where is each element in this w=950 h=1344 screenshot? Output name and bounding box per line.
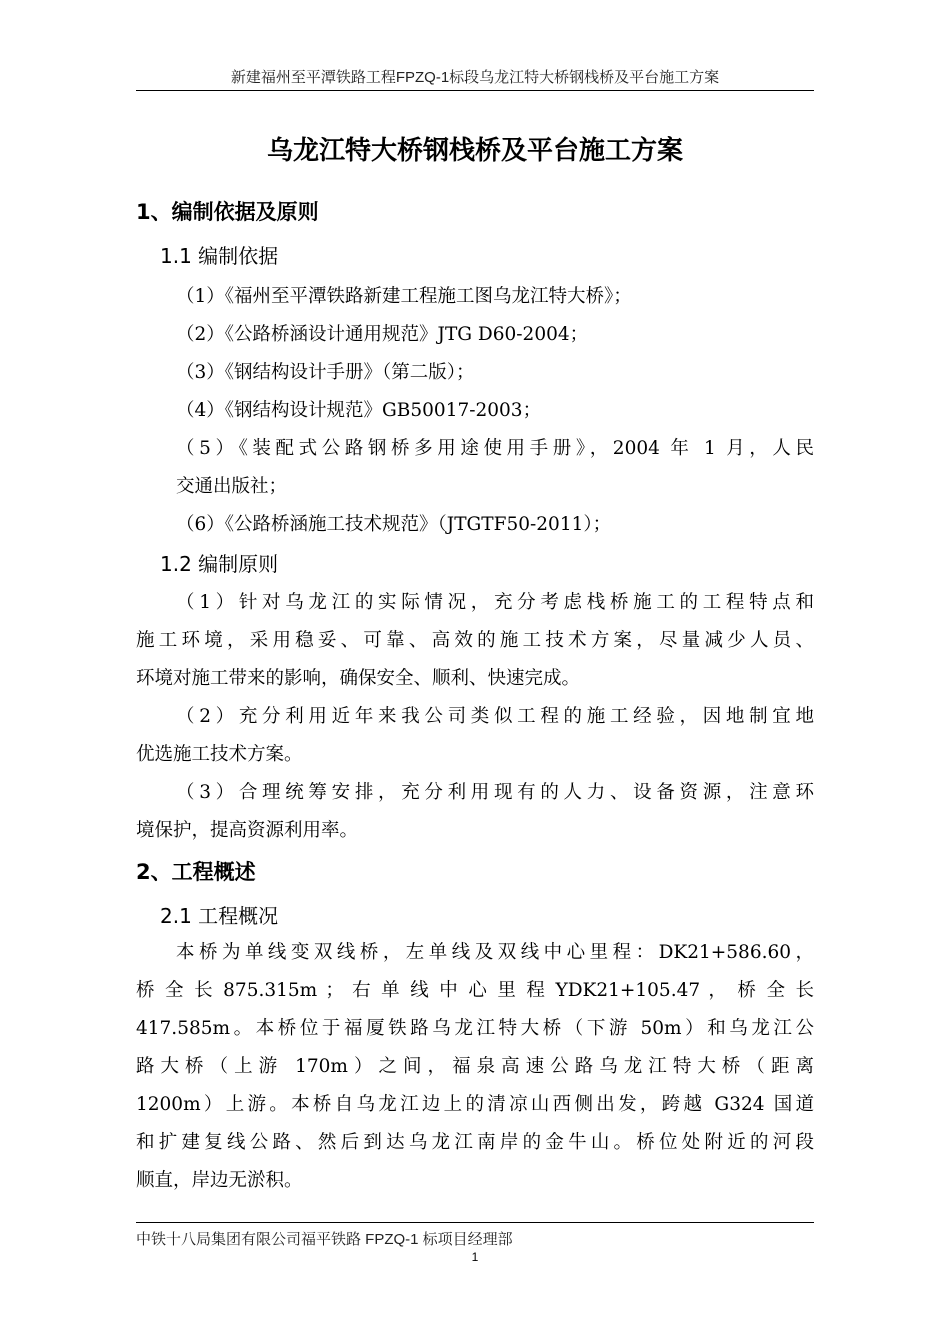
page-header: 新建福州至平潭铁路工程FPZQ-1标段乌龙江特大桥钢栈桥及平台施工方案	[230, 69, 720, 86]
paragraph-line: 和扩建复线公路、然后到达乌龙江南岸的金牛山。桥位处附近的河段	[136, 1132, 814, 1153]
paragraph-line: 优选施工技术方案。	[136, 744, 303, 765]
reference-item: （6）《公路桥涵施工技术规范》（JTGTF50-2011）；	[176, 514, 612, 535]
paragraph-line: （2）充分利用近年来我公司类似工程的施工经验，因地制宜地	[176, 706, 814, 727]
paragraph-line: 路大桥（上游 170m）之间，福泉高速公路乌龙江特大桥（距离	[136, 1056, 814, 1077]
paragraph-line: 施工环境，采用稳妥、可靠、高效的施工技术方案，尽量减少人员、	[136, 630, 814, 651]
paragraph-line: 环境对施工带来的影响，确保安全、顺利、快速完成。	[136, 668, 581, 689]
reference-item: （1）《福州至平潭铁路新建工程施工图乌龙江特大桥》；	[176, 286, 632, 307]
paragraph-line: 顺直，岸边无淤积。	[136, 1170, 303, 1191]
paragraph-line: （3）合理统筹安排，充分利用现有的人力、设备资源，注意环	[176, 782, 814, 803]
page-footer: 中铁十八局集团有限公司福平铁路 FPZQ-1 标项目经理部	[136, 1231, 513, 1248]
reference-item: （4）《钢结构设计规范》GB50017-2003；	[176, 400, 542, 421]
footer-divider	[136, 1222, 814, 1223]
subsection-heading-1-1: 1.1 编制依据	[160, 244, 279, 268]
page-number: 1	[471, 1250, 479, 1264]
subsection-heading-1-2: 1.2 编制原则	[160, 552, 279, 576]
paragraph-line: 1200m）上游。本桥自乌龙江边上的清凉山西侧出发，跨越 G324 国道	[136, 1094, 814, 1115]
reference-item: （5）《装配式公路钢桥多用途使用手册》，2004 年 1 月，人民	[176, 438, 814, 459]
paragraph-line: （1）针对乌龙江的实际情况，充分考虑栈桥施工的工程特点和	[176, 592, 814, 613]
subsection-heading-2-1: 2.1 工程概况	[160, 904, 279, 928]
section-heading-2: 2、工程概述	[136, 860, 256, 884]
paragraph-line: 本桥为单线变双线桥，左单线及双线中心里程：DK21+586.60，	[176, 942, 814, 963]
paragraph-line: 境保护，提高资源利用率。	[136, 820, 359, 841]
reference-item-continued: 交通出版社；	[176, 476, 288, 497]
reference-item: （2）《公路桥涵设计通用规范》JTG D60-2004；	[176, 324, 589, 345]
paragraph-line: 桥 全 长 875.315m ； 右 单 线 中 心 里 程 YDK21+105.47 ， 桥 全 长	[136, 980, 814, 1001]
reference-item: （3）《钢结构设计手册》（第二版）；	[176, 362, 475, 383]
paragraph-line: 417.585m。本桥位于福厦铁路乌龙江特大桥（下游 50m）和乌龙江公	[136, 1018, 814, 1039]
header-divider	[136, 90, 814, 91]
document-title: 乌龙江特大桥钢栈桥及平台施工方案	[266, 136, 683, 166]
section-heading-1: 1、编制依据及原则	[136, 200, 319, 224]
